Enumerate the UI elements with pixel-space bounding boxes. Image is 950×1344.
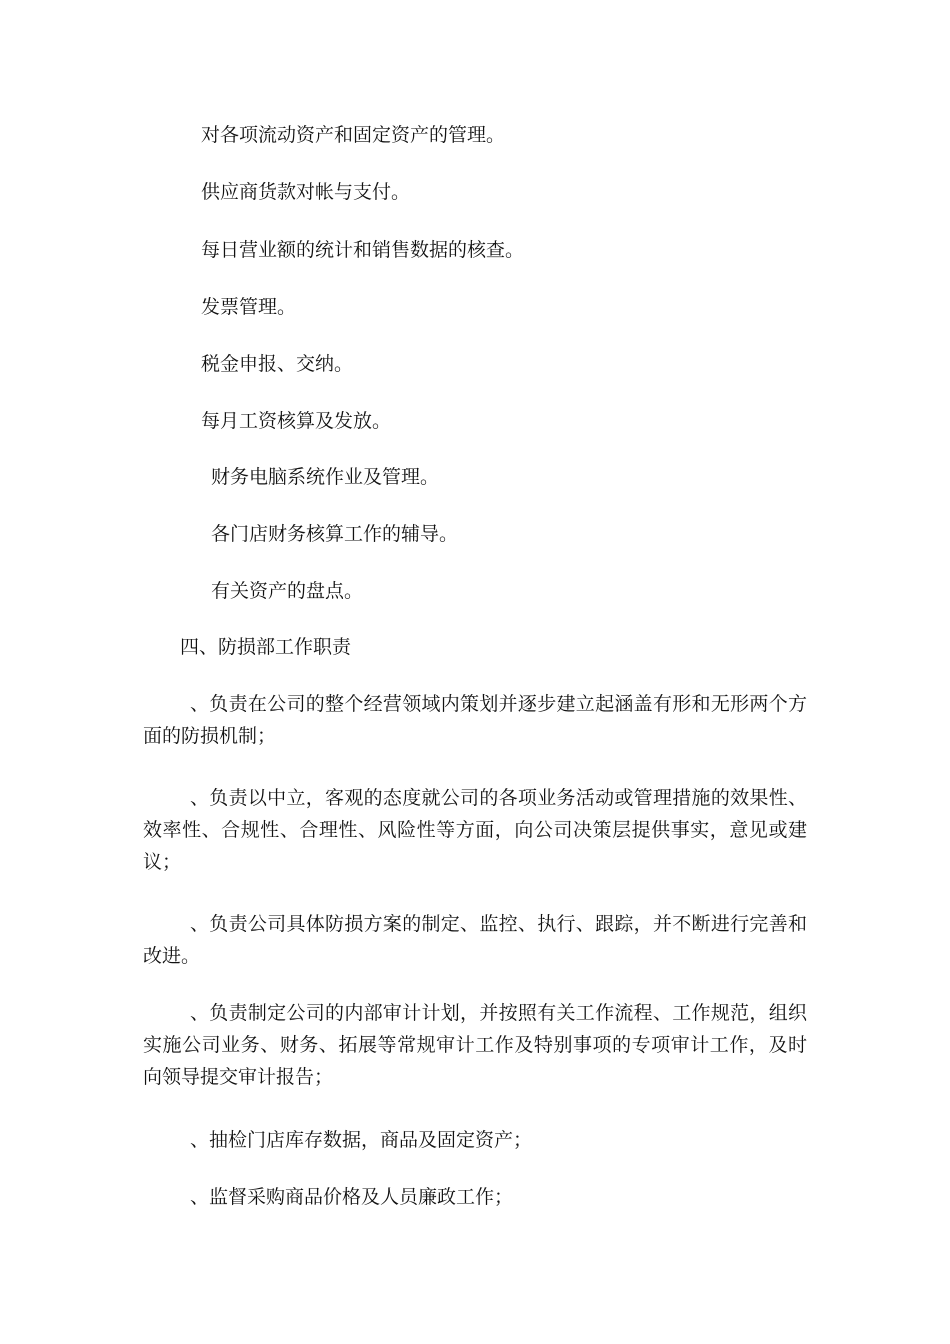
duty-paragraph: 、监督采购商品价格及人员廉政工作； (190, 1186, 514, 1208)
finance-item: 各门店财务核算工作的辅导。 (211, 523, 459, 545)
finance-item: 财务电脑系统作业及管理。 (211, 466, 440, 488)
duty-paragraph: 、负责以中立，客观的态度就公司的各项业务活动或管理措施的效果性、效率性、合规性、合理性、风险性等方面，向公司决策层提供事实，意见或建议； (143, 787, 807, 873)
finance-item: 有关资产的盘点。 (211, 580, 364, 602)
finance-item: 对各项流动资产和固定资产的管理。 (201, 124, 506, 146)
finance-item: 每日营业额的统计和销售数据的核查。 (201, 239, 525, 261)
finance-item: 发票管理。 (201, 296, 297, 318)
duty-paragraph: 、负责在公司的整个经营领域内策划并逐步建立起涵盖有形和无形两个方面的防损机制； (143, 693, 807, 747)
duty-paragraph: 、负责制定公司的内部审计计划，并按照有关工作流程、工作规范，组织实施公司业务、财务、拓展等常规审计工作及特别事项的专项审计工作，及时向领导提交审计报告； (143, 1002, 807, 1088)
section-heading: 四、防损部工作职责 (180, 636, 352, 658)
finance-item: 每月工资核算及发放。 (201, 410, 392, 432)
finance-item: 税金申报、交纳。 (201, 353, 354, 375)
duty-paragraph: 、负责公司具体防损方案的制定、监控、执行、跟踪，并不断进行完善和改进。 (143, 913, 807, 967)
duty-paragraph: 、抽检门店库存数据，商品及固定资产； (190, 1129, 533, 1151)
finance-item: 供应商货款对帐与支付。 (201, 181, 411, 203)
